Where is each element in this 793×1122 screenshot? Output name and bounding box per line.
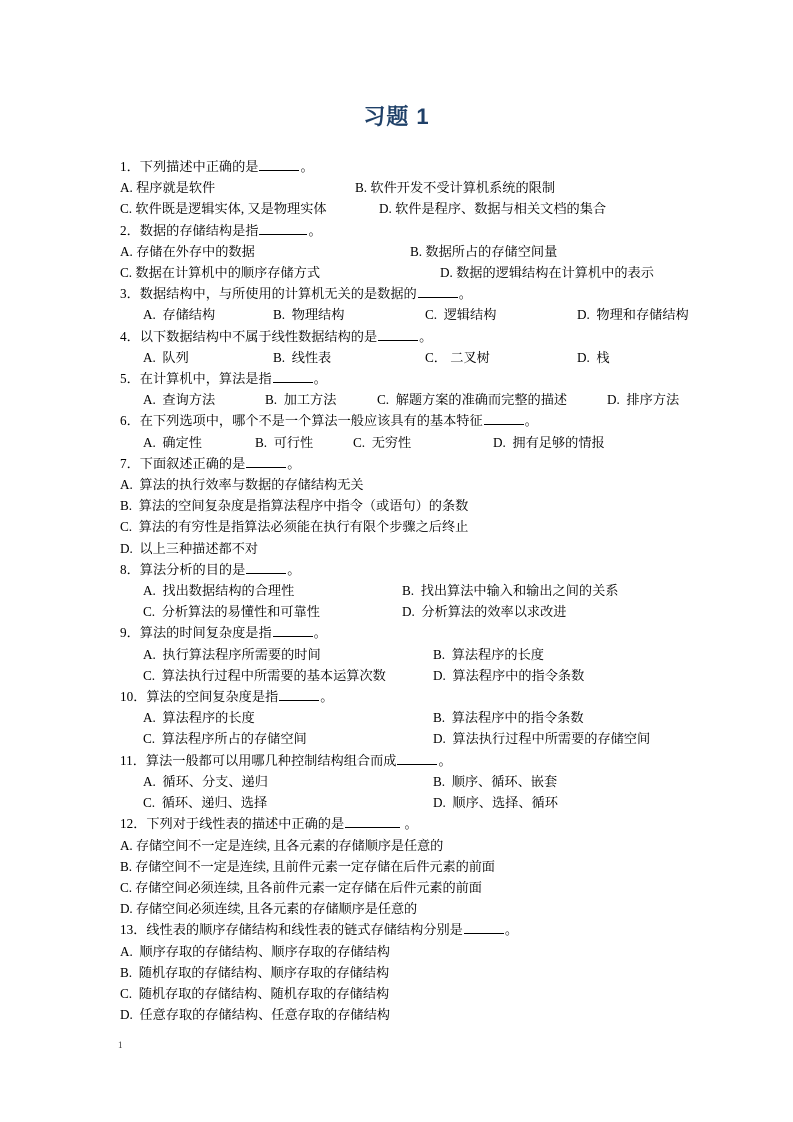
question-1-option-d[interactable] <box>379 198 606 219</box>
question-1-option-c[interactable] <box>120 198 379 219</box>
option-label: B. <box>355 180 368 196</box>
page-title: 习题 1 <box>363 104 430 129</box>
question-2-text: 数据的存储结构是指 <box>139 222 259 238</box>
question-10-options-row-2 <box>120 728 720 749</box>
option-label: D. <box>120 540 133 556</box>
question-5 <box>120 368 720 410</box>
question-1-suffix: 。 <box>300 159 314 174</box>
question-7-number: 7． <box>120 455 140 471</box>
option-label: B. <box>255 434 268 450</box>
question-8-stem <box>120 559 720 580</box>
question-5-number: 5． <box>120 371 140 387</box>
question-7-option-d[interactable] <box>120 538 720 559</box>
question-10-option-b[interactable] <box>433 707 584 728</box>
option-label: C. <box>143 731 156 747</box>
question-2-blank[interactable] <box>259 221 307 235</box>
question-9-option-d[interactable] <box>433 665 584 686</box>
option-text: 执行算法程序所需要的时间 <box>162 646 321 662</box>
question-7-stem <box>120 453 720 474</box>
question-9-number: 9． <box>120 625 140 641</box>
option-text: 顺序、循环、嵌套 <box>451 773 558 789</box>
option-label: B. <box>120 498 133 514</box>
option-label: B. <box>410 243 423 259</box>
question-8-option-a[interactable] <box>143 580 402 601</box>
question-7-blank[interactable] <box>246 454 286 468</box>
question-8-suffix: 。 <box>287 561 301 577</box>
question-6-blank[interactable] <box>484 412 524 426</box>
question-9-options-row-2 <box>120 665 720 686</box>
question-3-option-c[interactable] <box>425 304 577 325</box>
option-text: 算法执行过程中所需要的存储空间 <box>452 731 651 747</box>
option-text: 存储空间不一定是连续, 且前件元素一定存储在后件元素的前面 <box>135 858 495 874</box>
option-label: A. <box>120 477 133 493</box>
option-text: 存储空间必须连续, 且各前件元素一定存储在后件元素的前面 <box>135 879 482 895</box>
question-5-stem <box>120 368 720 389</box>
option-text: 存储空间必须连续, 且各元素的存储顺序是任意的 <box>135 901 418 917</box>
option-text: 数据所占的存储空间量 <box>425 243 558 259</box>
option-text: 存储结构 <box>162 307 216 323</box>
option-label: A. <box>143 710 156 726</box>
option-text: 确定性 <box>162 434 202 450</box>
question-4-text: 以下数据结构中不属于线性数据结构的是 <box>139 328 378 344</box>
option-text: 存储在外存中的数据 <box>136 243 255 259</box>
question-9 <box>120 622 720 686</box>
option-label: D. <box>120 1007 133 1023</box>
option-label: B. <box>273 349 286 365</box>
question-5-options-row-1 <box>120 389 720 410</box>
question-4-options-row-1 <box>120 347 720 368</box>
question-6-option-d[interactable] <box>493 432 605 453</box>
option-label: D. <box>440 265 453 281</box>
option-text: 解题方案的准确而完整的描述 <box>395 392 568 408</box>
question-12-option-a[interactable] <box>120 835 720 856</box>
option-text: 找出算法中输入和输出之间的关系 <box>420 583 619 599</box>
question-11-options-row-2 <box>120 792 720 813</box>
option-text: 二叉树 <box>450 349 490 365</box>
question-11-stem <box>120 750 720 771</box>
question-3-suffix: 。 <box>458 286 472 302</box>
option-text: 拥有足够的情报 <box>512 434 605 450</box>
question-11-options-row-1 <box>120 771 720 792</box>
question-6-option-a[interactable] <box>143 432 255 453</box>
question-12-text: 下列对于线性表的描述中正确的是 <box>146 816 345 832</box>
question-2 <box>120 220 720 284</box>
option-text: 队列 <box>162 349 189 365</box>
question-13-number: 13． <box>120 922 147 938</box>
option-text: 以上三种描述都不对 <box>139 540 259 556</box>
question-5-option-a[interactable] <box>143 389 265 410</box>
question-9-option-b[interactable] <box>433 644 544 665</box>
question-5-blank[interactable] <box>273 370 313 384</box>
question-11-suffix: 。 <box>438 752 452 768</box>
question-4-suffix: 。 <box>419 328 433 344</box>
option-text: 循环、分支、递归 <box>162 773 268 789</box>
question-5-option-b[interactable] <box>265 389 377 410</box>
option-label: C． <box>425 349 447 365</box>
option-label: D. <box>577 307 590 323</box>
question-6-options-row-1 <box>120 432 720 453</box>
option-label: B. <box>120 858 132 874</box>
question-5-option-d[interactable] <box>607 389 679 410</box>
option-label: D. <box>402 604 415 620</box>
option-label: A. <box>120 837 133 853</box>
question-8-option-c[interactable] <box>143 601 402 622</box>
option-text: 循环、递归、选择 <box>161 795 268 811</box>
question-2-option-a[interactable] <box>120 241 410 262</box>
question-4-option-d[interactable] <box>577 347 610 368</box>
option-text: 分析算法的效率以求改进 <box>421 604 567 620</box>
question-7-suffix: 。 <box>287 455 301 471</box>
question-13-option-d[interactable] <box>120 1004 720 1025</box>
question-10-option-a[interactable] <box>143 707 433 728</box>
question-10-suffix: 。 <box>320 689 334 705</box>
question-1-options-row-1 <box>120 177 720 198</box>
question-8-text: 算法分析的目的是 <box>139 561 246 577</box>
option-label: C. <box>425 307 438 323</box>
question-7-option-a[interactable] <box>120 474 720 495</box>
question-8 <box>120 559 720 623</box>
option-label: B. <box>402 583 415 599</box>
question-2-stem <box>120 220 720 241</box>
question-3-option-d[interactable] <box>577 304 689 325</box>
option-text: 算法程序中的指令条数 <box>452 667 585 683</box>
question-7 <box>120 453 720 559</box>
option-label: C. <box>120 985 133 1001</box>
question-1-stem <box>120 156 720 177</box>
option-label: A. <box>120 943 133 959</box>
question-10-text: 算法的空间复杂度是指 <box>146 689 279 705</box>
option-label: A. <box>143 392 156 408</box>
option-label: A. <box>143 773 156 789</box>
question-4-option-c[interactable] <box>425 347 577 368</box>
question-1-options-row-2 <box>120 198 720 219</box>
question-9-option-c[interactable] <box>143 665 433 686</box>
option-label: D. <box>433 795 446 811</box>
question-5-option-c[interactable] <box>377 389 607 410</box>
option-label: A. <box>143 583 156 599</box>
question-10-options-row-1 <box>120 707 720 728</box>
question-10-stem <box>120 686 720 707</box>
option-label: C. <box>143 667 156 683</box>
question-2-suffix: 。 <box>308 222 322 238</box>
question-13-text: 线性表的顺序存储结构和线性表的链式存储结构分别是 <box>146 922 463 938</box>
question-9-suffix: 。 <box>313 625 327 641</box>
question-6-text: 在下列选项中，哪个不是一个算法一般应该具有的基本特征 <box>139 413 483 429</box>
option-text: 算法的有穷性是指算法必须能在执行有限个步骤之后终止 <box>138 519 469 535</box>
question-6 <box>120 410 720 452</box>
page-number: 1 <box>118 1040 123 1050</box>
option-label: C. <box>143 795 156 811</box>
option-label: C. <box>353 434 366 450</box>
question-1 <box>120 156 720 220</box>
question-8-option-d[interactable] <box>402 601 566 622</box>
option-text: 软件是程序、数据与相关文档的集合 <box>395 201 607 217</box>
question-11 <box>120 750 720 814</box>
question-11-option-a[interactable] <box>143 771 433 792</box>
option-text: 查询方法 <box>162 392 216 408</box>
option-label: C. <box>377 392 390 408</box>
option-label: A. <box>143 434 156 450</box>
question-8-number: 8． <box>120 561 140 577</box>
question-2-options-row-2 <box>120 262 720 283</box>
question-2-options-row-1 <box>120 241 720 262</box>
question-13-option-b[interactable] <box>120 962 720 983</box>
option-text: 数据的逻辑结构在计算机中的表示 <box>456 265 654 281</box>
option-label: B. <box>120 964 133 980</box>
option-label: A. <box>143 646 156 662</box>
question-2-number: 2． <box>120 222 140 238</box>
option-text: 数据在计算机中的顺序存储方式 <box>135 265 321 281</box>
option-text: 逻辑结构 <box>443 307 497 323</box>
question-8-option-b[interactable] <box>402 580 619 601</box>
option-label: C. <box>120 201 133 217</box>
option-label: A. <box>120 243 133 259</box>
question-10-option-c[interactable] <box>143 728 433 749</box>
question-1-option-a[interactable] <box>120 177 355 198</box>
option-text: 排序方法 <box>626 392 680 408</box>
question-9-text: 算法的时间复杂度是指 <box>139 625 272 641</box>
question-5-text: 在计算机中，算法是指 <box>139 371 272 387</box>
option-text: 算法执行过程中所需要的基本运算次数 <box>161 667 386 683</box>
question-9-option-a[interactable] <box>143 644 433 665</box>
option-text: 存储空间不一定是连续, 且各元素的存储顺序是任意的 <box>135 837 444 853</box>
question-3-text: 数据结构中，与所使用的计算机无关的是数据的 <box>139 286 417 302</box>
option-label: D. <box>120 901 133 917</box>
question-9-stem <box>120 622 720 643</box>
question-9-blank[interactable] <box>273 624 313 638</box>
option-text: 顺序、选择、循环 <box>452 795 558 811</box>
question-7-text: 下面叙述正确的是 <box>139 455 246 471</box>
option-label: D. <box>607 392 620 408</box>
question-7-option-c[interactable] <box>120 516 720 537</box>
question-1-option-b[interactable] <box>355 177 555 198</box>
question-2-option-c[interactable] <box>120 262 440 283</box>
option-text: 分析算法的易懂性和可靠性 <box>161 604 320 620</box>
option-label: B. <box>433 646 446 662</box>
question-10-number: 10． <box>120 689 147 705</box>
question-13 <box>120 919 720 1025</box>
option-text: 算法的执行效率与数据的存储结构无关 <box>139 477 364 493</box>
option-text: 算法程序中的指令条数 <box>451 710 584 726</box>
option-text: 线性表 <box>291 349 332 365</box>
question-6-option-c[interactable] <box>353 432 493 453</box>
question-11-blank[interactable] <box>397 751 437 765</box>
question-2-option-b[interactable] <box>410 241 557 262</box>
option-text: 算法程序所占的存储空间 <box>161 731 307 747</box>
question-12-suffix: 。 <box>401 816 418 832</box>
question-3-number: 3． <box>120 286 140 302</box>
question-5-suffix: 。 <box>313 371 327 387</box>
question-3-options-row-1 <box>120 304 720 325</box>
question-4-option-a[interactable] <box>143 347 273 368</box>
option-label: B. <box>433 773 446 789</box>
question-12-blank[interactable] <box>345 815 400 829</box>
option-text: 软件开发不受计算机系统的限制 <box>370 180 556 196</box>
question-9-options-row-1 <box>120 644 720 665</box>
option-text: 顺序存取的存储结构、顺序存取的存储结构 <box>139 943 390 959</box>
question-1-text: 下列描述中正确的是 <box>139 159 259 174</box>
option-text: 物理结构 <box>291 307 345 323</box>
question-6-suffix: 。 <box>524 413 538 429</box>
option-label: A. <box>143 307 156 323</box>
question-13-blank[interactable] <box>464 921 504 935</box>
option-label: B. <box>433 710 446 726</box>
option-label: D. <box>433 731 446 747</box>
question-4-option-b[interactable] <box>273 347 425 368</box>
question-10-option-d[interactable] <box>433 728 650 749</box>
option-text: 加工方法 <box>283 392 337 408</box>
question-11-text: 算法一般都可以用哪几种控制结构组合而成 <box>145 752 397 768</box>
question-3-stem <box>120 283 720 304</box>
question-12-option-c[interactable] <box>120 877 720 898</box>
question-13-option-a[interactable] <box>120 941 720 962</box>
option-label: C. <box>120 519 133 535</box>
question-11-option-d[interactable] <box>433 792 558 813</box>
question-10-blank[interactable] <box>279 688 319 702</box>
question-3-option-b[interactable] <box>273 304 425 325</box>
option-text: 随机存取的存储结构、随机存取的存储结构 <box>138 985 390 1001</box>
question-11-option-b[interactable] <box>433 771 557 792</box>
question-12-option-b[interactable] <box>120 856 720 877</box>
question-4 <box>120 326 720 368</box>
option-label: D. <box>577 349 590 365</box>
question-4-blank[interactable] <box>378 327 418 341</box>
option-label: A. <box>120 180 133 196</box>
option-text: 程序就是软件 <box>136 180 216 196</box>
question-6-stem <box>120 410 720 431</box>
option-text: 可行性 <box>273 434 314 450</box>
option-text: 随机存取的存储结构、顺序存取的存储结构 <box>138 964 390 980</box>
question-7-option-b[interactable] <box>120 495 720 516</box>
question-8-options-row-2 <box>120 601 720 622</box>
question-13-stem <box>120 919 720 940</box>
option-text: 无穷性 <box>371 434 412 450</box>
option-label: C. <box>143 604 156 620</box>
question-13-option-c[interactable] <box>120 983 720 1004</box>
option-label: B. <box>273 307 286 323</box>
option-label: C. <box>120 265 133 281</box>
question-1-number: 1． <box>120 159 140 174</box>
option-text: 算法程序的长度 <box>162 710 255 726</box>
option-label: D. <box>379 201 392 217</box>
question-8-blank[interactable] <box>246 560 286 574</box>
option-label: B. <box>265 392 278 408</box>
question-1-blank[interactable] <box>259 157 299 171</box>
question-12-number: 12． <box>120 816 147 832</box>
option-text: 算法程序的长度 <box>451 646 544 662</box>
option-text: 算法的空间复杂度是指算法程序中指令（或语句）的条数 <box>138 498 469 514</box>
option-text: 软件既是逻辑实体, 又是物理实体 <box>135 201 327 217</box>
option-text: 栈 <box>596 349 610 365</box>
option-text: 找出数据结构的合理性 <box>162 583 295 599</box>
question-8-options-row-1 <box>120 580 720 601</box>
question-2-option-d[interactable] <box>440 262 654 283</box>
question-11-option-c[interactable] <box>143 792 433 813</box>
option-text: 任意存取的存储结构、任意存取的存储结构 <box>139 1007 390 1023</box>
question-13-suffix: 。 <box>504 922 519 938</box>
question-3 <box>120 283 720 325</box>
question-6-number: 6． <box>120 413 140 429</box>
question-4-stem <box>120 326 720 347</box>
option-text: 物理和存储结构 <box>596 307 689 323</box>
question-10 <box>120 686 720 750</box>
option-label: D. <box>433 667 446 683</box>
option-label: A. <box>143 349 156 365</box>
question-11-number: 11． <box>120 752 146 768</box>
question-6-option-b[interactable] <box>255 432 353 453</box>
question-12-stem <box>120 813 720 834</box>
question-12-option-d[interactable] <box>120 898 720 919</box>
question-3-blank[interactable] <box>418 285 458 299</box>
question-3-option-a[interactable] <box>143 304 273 325</box>
question-12 <box>120 813 720 919</box>
option-label: D. <box>493 434 506 450</box>
option-label: C. <box>120 879 132 895</box>
question-4-number: 4． <box>120 328 140 344</box>
questions-container <box>120 156 720 1025</box>
